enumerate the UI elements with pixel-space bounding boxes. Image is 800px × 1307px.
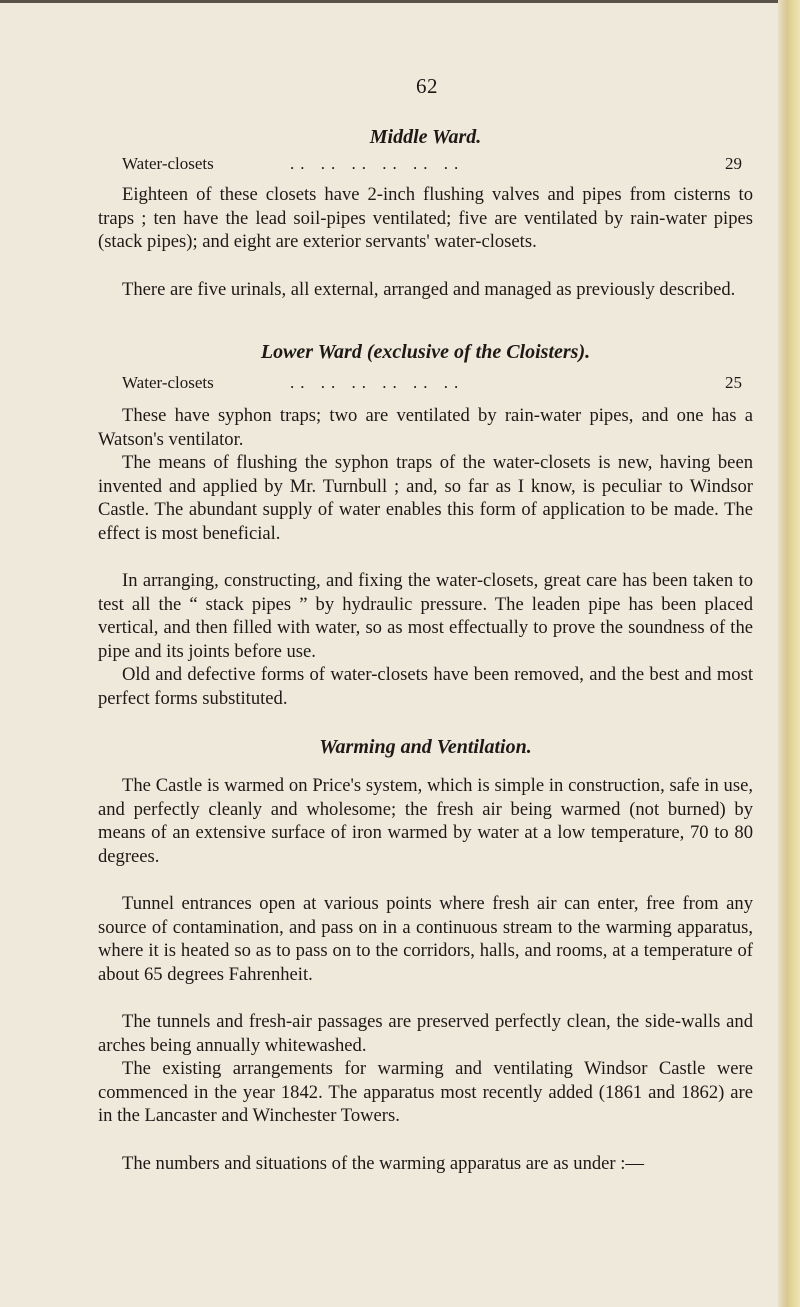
- entry-count: 29: [725, 154, 742, 173]
- page-edge: [778, 0, 800, 1307]
- paragraph: The numbers and situations of the warming apparatus are as under :—: [122, 1153, 645, 1174]
- leader-dots: .. .. .. .. .. ..: [290, 373, 465, 392]
- paragraph: Old and defective forms of water-closets have been removed, and the best and most perfect forms substituted.: [98, 664, 753, 709]
- paragraph: The Castle is warmed on Price's system, which is simple in construction, safe in use, and perfectly cleanly and wholesome; the fresh air being warmed (not burned) by means of an extensive surface of iron warmed by water at a low temperature, 70 to 80 degrees.: [98, 775, 753, 867]
- section-heading-middle-ward: Middle Ward.: [369, 126, 482, 148]
- top-rule: [0, 0, 790, 3]
- paragraph: Eighteen of these closets have 2-inch flushing valves and pipes from cisterns to traps ; ten have the lead soil-pipes ventilated; five are ventilated by rain-water pipes (stack pipes); and eight are exterior servants' water-closets.: [98, 184, 753, 253]
- section-heading-warming-ventilation: Warming and Ventilation.: [319, 736, 532, 758]
- entry-label: Water-closets: [122, 154, 214, 173]
- paragraph: There are five urinals, all external, arranged and managed as previously described.: [122, 279, 736, 300]
- page-number: 62: [416, 74, 438, 98]
- entry-row-lower-ward: [122, 373, 742, 397]
- leader-dots: .. .. .. .. .. ..: [290, 154, 465, 173]
- entry-label: Water-closets: [122, 373, 214, 392]
- paragraph: These have syphon traps; two are ventilated by rain-water pipes, and one has a Watson's ventilator.: [98, 405, 753, 450]
- paragraph: The tunnels and fresh-air passages are preserved perfectly clean, the side-walls and arches being annually whitewashed.: [98, 1011, 753, 1056]
- entry-row-middle-ward: [122, 154, 742, 178]
- paragraph: Tunnel entrances open at various points where fresh air can enter, free from any source of contamination, and pass on in a continuous stream to the warming apparatus, where it is heated so as to pass on to the corridors, halls, and rooms, at a temperature of about 65 degrees Fahrenheit.: [98, 893, 753, 985]
- entry-count: 25: [725, 373, 742, 392]
- paragraph: In arranging, constructing, and fixing the water-closets, great care has been taken to test all the “ stack pipes ” by hydraulic pressure. The leaden pipe has been placed vertical, and then filled with water, so as most effectually to prove the soundness of the pipe and its joints before use.: [98, 570, 753, 662]
- section-heading-lower-ward: Lower Ward (exclusive of the Cloisters).: [260, 341, 591, 363]
- paragraph: The means of flushing the syphon traps of the water-closets is new, having been invented and applied by Mr. Turnbull ; and, so far as I know, is peculiar to Windsor Castle. The abundant supply of water enables this form of application to be made. The effect is most beneficial.: [98, 452, 753, 544]
- paragraph: The existing arrangements for warming and ventilating Windsor Castle were commenced in the year 1842. The apparatus most recently added (1861 and 1862) are in the Lancaster and Winchester Towers.: [98, 1058, 753, 1127]
